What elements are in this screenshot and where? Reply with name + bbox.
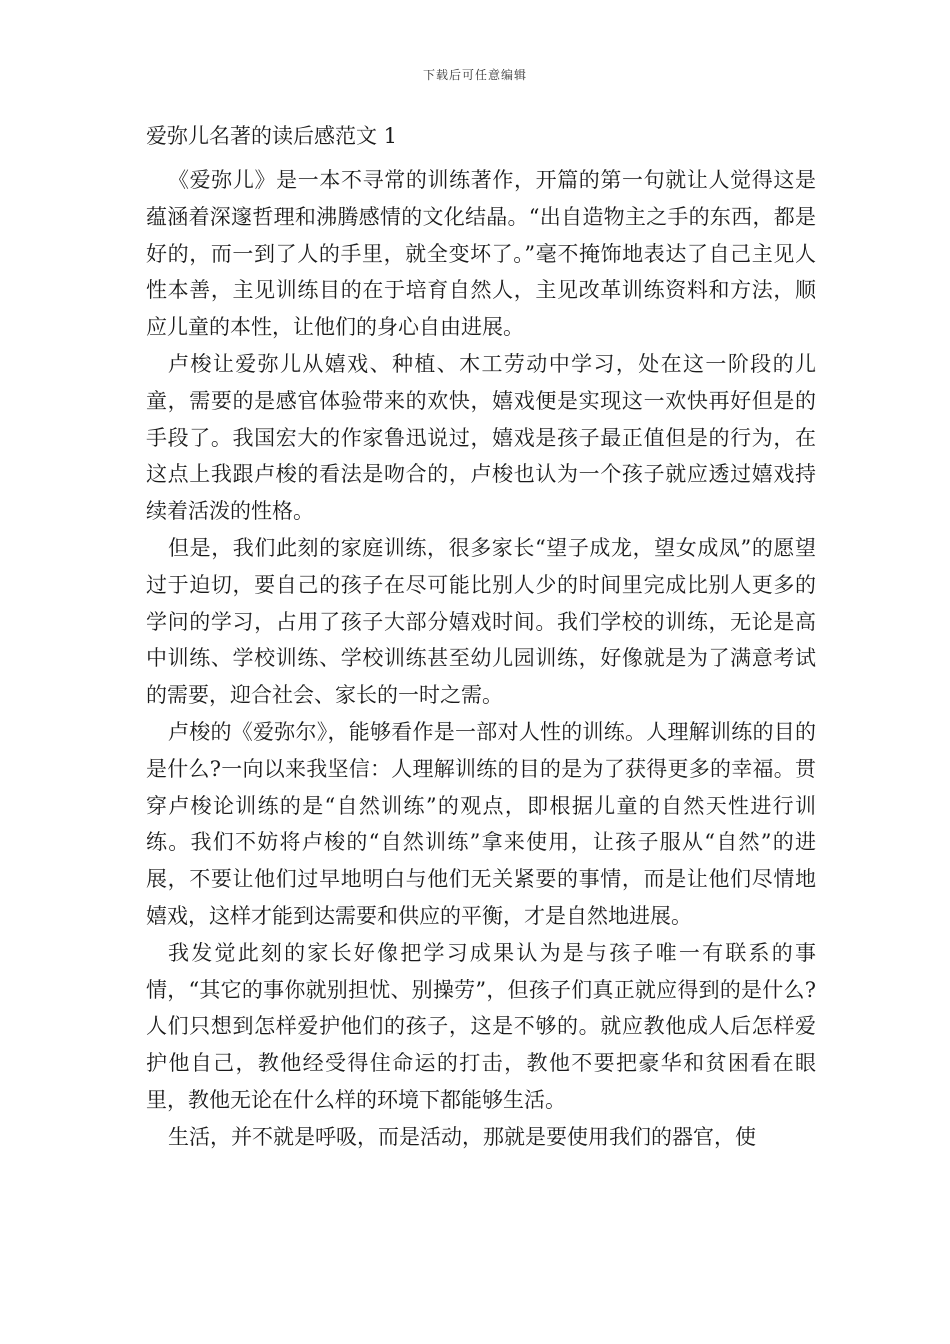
paragraph-2: 卢梭让爱弥儿从嬉戏、种植、木工劳动中学习，处在这一阶段的儿童，需要的是感官体验带来的欢快，嬉戏便是实现这一欢快再好但是的手段了。我国宏大的作家鲁迅说过，嬉戏是孩子最正值但是的行为，在这点上我跟卢梭的看法是吻合的，卢梭也认为一个孩子就应透过嬉戏持续着活泼的性格。: [146, 351, 816, 524]
document-body: [146, 118, 816, 1156]
page-header-note: 下载后可任意编辑: [422, 68, 527, 82]
paragraph-3: 但是，我们此刻的家庭训练，很多家长“望子成龙，望女成凤”的愿望过于迫切，要自己的孩子在尽可能比别人少的时间里完成比别人更多的学问的学习，占用了孩子大部分嬉戏时间。我们学校的训练，无论是高中训练、学校训练、学校训练甚至幼儿园训练，好像就是为了满意考试的需要，迎合社会、家长的一时之需。: [146, 535, 816, 708]
paragraph-1: 《爱弥儿》是一本不寻常的训练著作，开篇的第一句就让人觉得这是蕴涵着深邃哲理和沸腾感情的文化结晶。“出自造物主之手的东西，都是好的，而一到了人的手里，就全变坏了。”毫不掩饰地表达了自己主见人性本善，主见训练目的在于培育自然人，主见改革训练资料和方法，顺应儿童的本性，让他们的身心自由进展。: [146, 168, 816, 340]
paragraph-4: 卢梭的《爱弥尔》，能够看作是一部对人性的训练。人理解训练的目的是什么?一向以来我坚信：人理解训练的目的是为了获得更多的幸福。贯穿卢梭论训练的是“自然训练”的观点，即根据儿童的自然天性进行训练。我们不妨将卢梭的“自然训练”拿来使用，让孩子服从“自然”的进展，不要让他们过早地明白与他们无关紧要的事情，而是让他们尽情地嬉戏，这样才能到达需要和供应的平衡，才是自然地进展。: [146, 719, 816, 928]
document-title: 爱弥儿名著的读后感范文 1: [146, 124, 398, 148]
paragraph-5: 我发觉此刻的家长好像把学习成果认为是与孩子唯一有联系的事情，“其它的事你就别担忧、别操劳”，但孩子们真正就应得到的是什么?人们只想到怎样爱护他们的孩子，这是不够的。就应教他成人后怎样爱护他自己，教他经受得住命运的打击，教他不要把豪华和贫困看在眼里，教他无论在什么样的环境下都能够生活。: [146, 940, 816, 1112]
paragraph-6: 生活，并不就是呼吸，而是活动，那就是要使用我们的器官，使: [168, 1124, 757, 1149]
